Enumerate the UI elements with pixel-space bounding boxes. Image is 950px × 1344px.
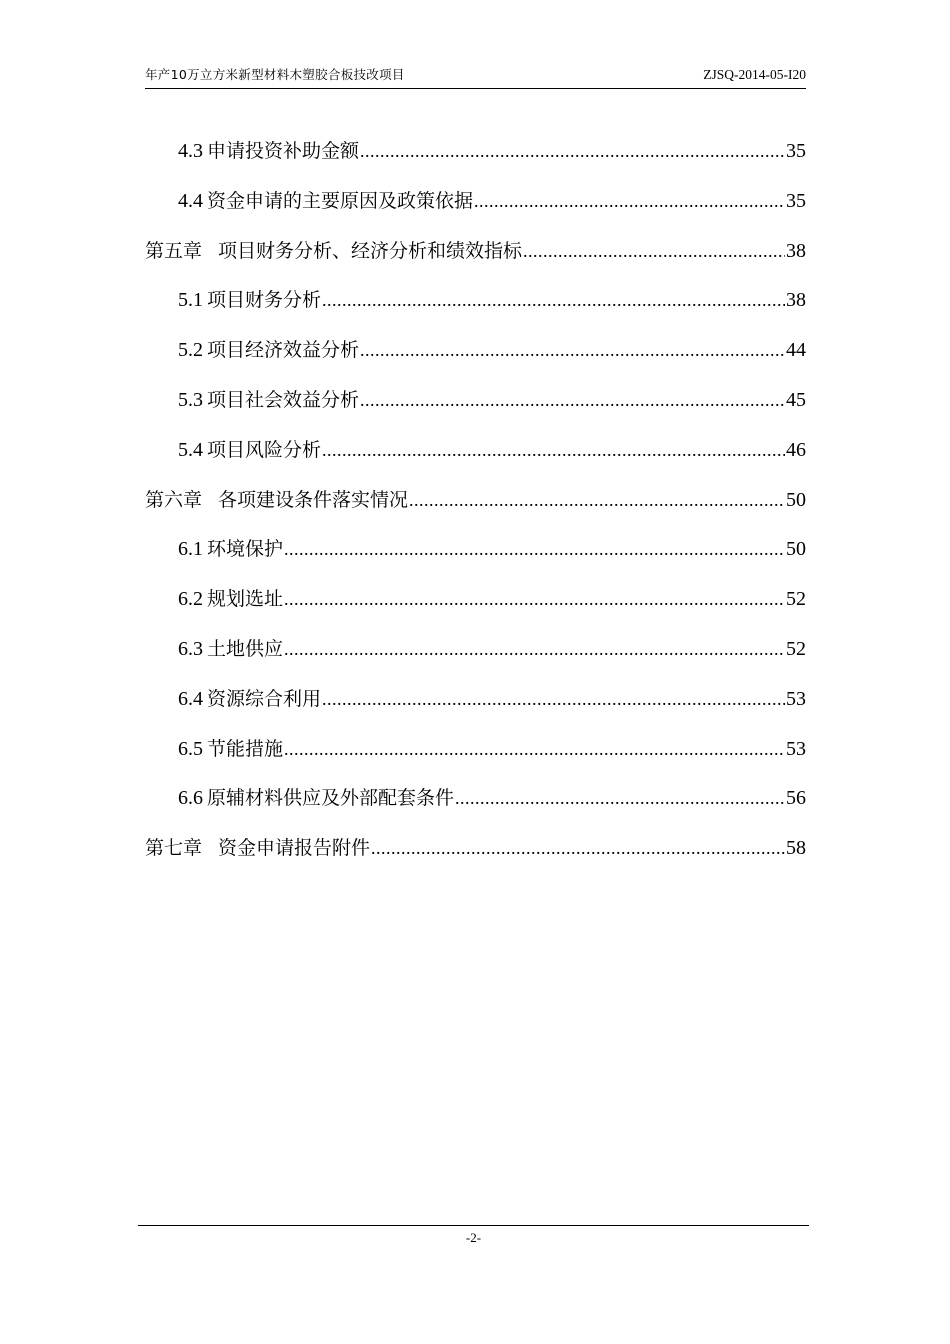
toc-entry-number: 5.1: [178, 289, 203, 312]
toc-dot-leader: [284, 731, 785, 767]
toc-entry-title: [178, 282, 321, 318]
toc-entry-title: [145, 830, 370, 866]
toc-entry[interactable]: [145, 531, 806, 581]
toc-dot-leader: [523, 233, 785, 269]
toc-entry-title: [178, 183, 473, 219]
toc-entry[interactable]: [145, 581, 806, 631]
toc-chapter-number: 第五章: [145, 239, 203, 262]
toc-entry[interactable]: [145, 432, 806, 482]
toc-entry-number: 6.6: [178, 787, 203, 810]
toc-entry-title: [178, 382, 359, 418]
toc-entry-text: 资源综合利用: [207, 687, 322, 710]
toc-page-number: 35: [786, 140, 806, 162]
toc-dot-leader: [322, 282, 785, 318]
toc-page-number: 52: [786, 588, 806, 611]
toc-entry[interactable]: [145, 332, 806, 382]
page-footer: [138, 1225, 809, 1245]
toc-page-number: 35: [786, 189, 806, 212]
toc-entry-title: [178, 731, 283, 767]
toc-entry-title: [178, 631, 283, 667]
toc-entry-number: 4.3: [178, 140, 203, 162]
toc-entry[interactable]: [145, 731, 806, 781]
toc-dot-leader: [360, 332, 785, 368]
toc-page-number: 52: [786, 637, 806, 660]
toc-entry-number: 5.2: [178, 339, 203, 362]
toc-dot-leader: [474, 183, 785, 219]
toc-entry-number: 6.4: [178, 687, 203, 710]
toc-page-number: 50: [786, 488, 806, 511]
toc-page-number: 56: [786, 787, 806, 810]
toc-entry-number: 6.2: [178, 588, 203, 611]
toc-entry-number: 4.4: [178, 189, 203, 212]
toc-entry-text: 原辅材料供应及外部配套条件: [207, 787, 455, 810]
toc-entry[interactable]: [145, 780, 806, 830]
toc-entry-title: [178, 133, 359, 169]
toc-entry-text: 规划选址: [207, 588, 284, 611]
toc-entry-title: [178, 332, 359, 368]
toc-entry-number: 6.1: [178, 538, 203, 561]
page-header: [145, 66, 806, 89]
toc-entry[interactable]: [145, 282, 806, 332]
toc-entry-title: [178, 780, 454, 816]
toc-chapter-entry[interactable]: [145, 830, 806, 880]
toc-dot-leader: [322, 432, 785, 468]
toc-page-number: 38: [786, 289, 806, 312]
toc-page-number: 38: [786, 239, 806, 262]
header-document-code: ZJSQ-2014-05-I20: [703, 67, 806, 82]
toc-entry-number: 6.3: [178, 637, 203, 660]
toc-chapter-number: 第七章: [145, 837, 203, 860]
toc-page-number: 53: [786, 737, 806, 760]
toc-page-number: 46: [786, 438, 806, 461]
toc-entry[interactable]: [145, 382, 806, 432]
toc-entry[interactable]: [145, 681, 806, 731]
toc-entry[interactable]: [145, 133, 806, 183]
footer-page-number: -2-: [465, 1230, 482, 1245]
toc-chapter-entry[interactable]: [145, 482, 806, 532]
toc-entry-text: 节能措施: [207, 737, 284, 760]
toc-dot-leader: [455, 780, 785, 816]
toc-dot-leader: [284, 631, 785, 667]
toc-page-number: 50: [786, 538, 806, 561]
toc-entry-text: 资金申请的主要原因及政策依据: [207, 189, 474, 212]
toc-entry-text: 土地供应: [207, 637, 284, 660]
toc-page-number: 44: [786, 339, 806, 362]
toc-entry-title: [178, 581, 283, 617]
table-of-contents: [145, 133, 806, 880]
toc-entry-number: 6.5: [178, 737, 203, 760]
toc-entry-title: [145, 233, 522, 269]
toc-page-number: 58: [786, 837, 806, 860]
toc-entry-number: 5.4: [178, 438, 203, 461]
toc-dot-leader: [284, 581, 785, 617]
toc-dot-leader: [360, 133, 785, 169]
toc-entry-text: 项目经济效益分析: [207, 339, 360, 362]
toc-entry-text: 项目社会效益分析: [207, 388, 360, 411]
toc-chapter-entry[interactable]: [145, 233, 806, 283]
toc-dot-leader: [360, 382, 785, 418]
toc-entry-text: 项目风险分析: [207, 438, 322, 461]
toc-entry-text: 资金申请报告附件: [218, 837, 371, 860]
toc-entry-title: [178, 531, 283, 567]
toc-entry-text: 申请投资补助金额: [207, 140, 360, 162]
toc-dot-leader: [284, 531, 785, 567]
toc-chapter-number: 第六章: [145, 488, 203, 511]
toc-entry-title: [145, 482, 408, 518]
toc-entry-title: [178, 432, 321, 468]
toc-dot-leader: [409, 482, 785, 518]
toc-entry-text: 项目财务分析: [207, 289, 322, 312]
toc-page-number: 53: [786, 687, 806, 710]
toc-entry[interactable]: [145, 631, 806, 681]
toc-dot-leader: [322, 681, 785, 717]
toc-entry-title: [178, 681, 321, 717]
toc-entry-text: 各项建设条件落实情况: [218, 488, 409, 511]
header-project-title: 年产10万立方米新型材料木塑胶合板技改项目: [145, 67, 405, 82]
toc-entry-text: 项目财务分析、经济分析和绩效指标: [218, 239, 523, 262]
toc-entry-number: 5.3: [178, 388, 203, 411]
toc-entry-text: 环境保护: [207, 538, 284, 561]
toc-entry[interactable]: [145, 183, 806, 233]
toc-dot-leader: [371, 830, 785, 866]
toc-page-number: 45: [786, 388, 806, 411]
